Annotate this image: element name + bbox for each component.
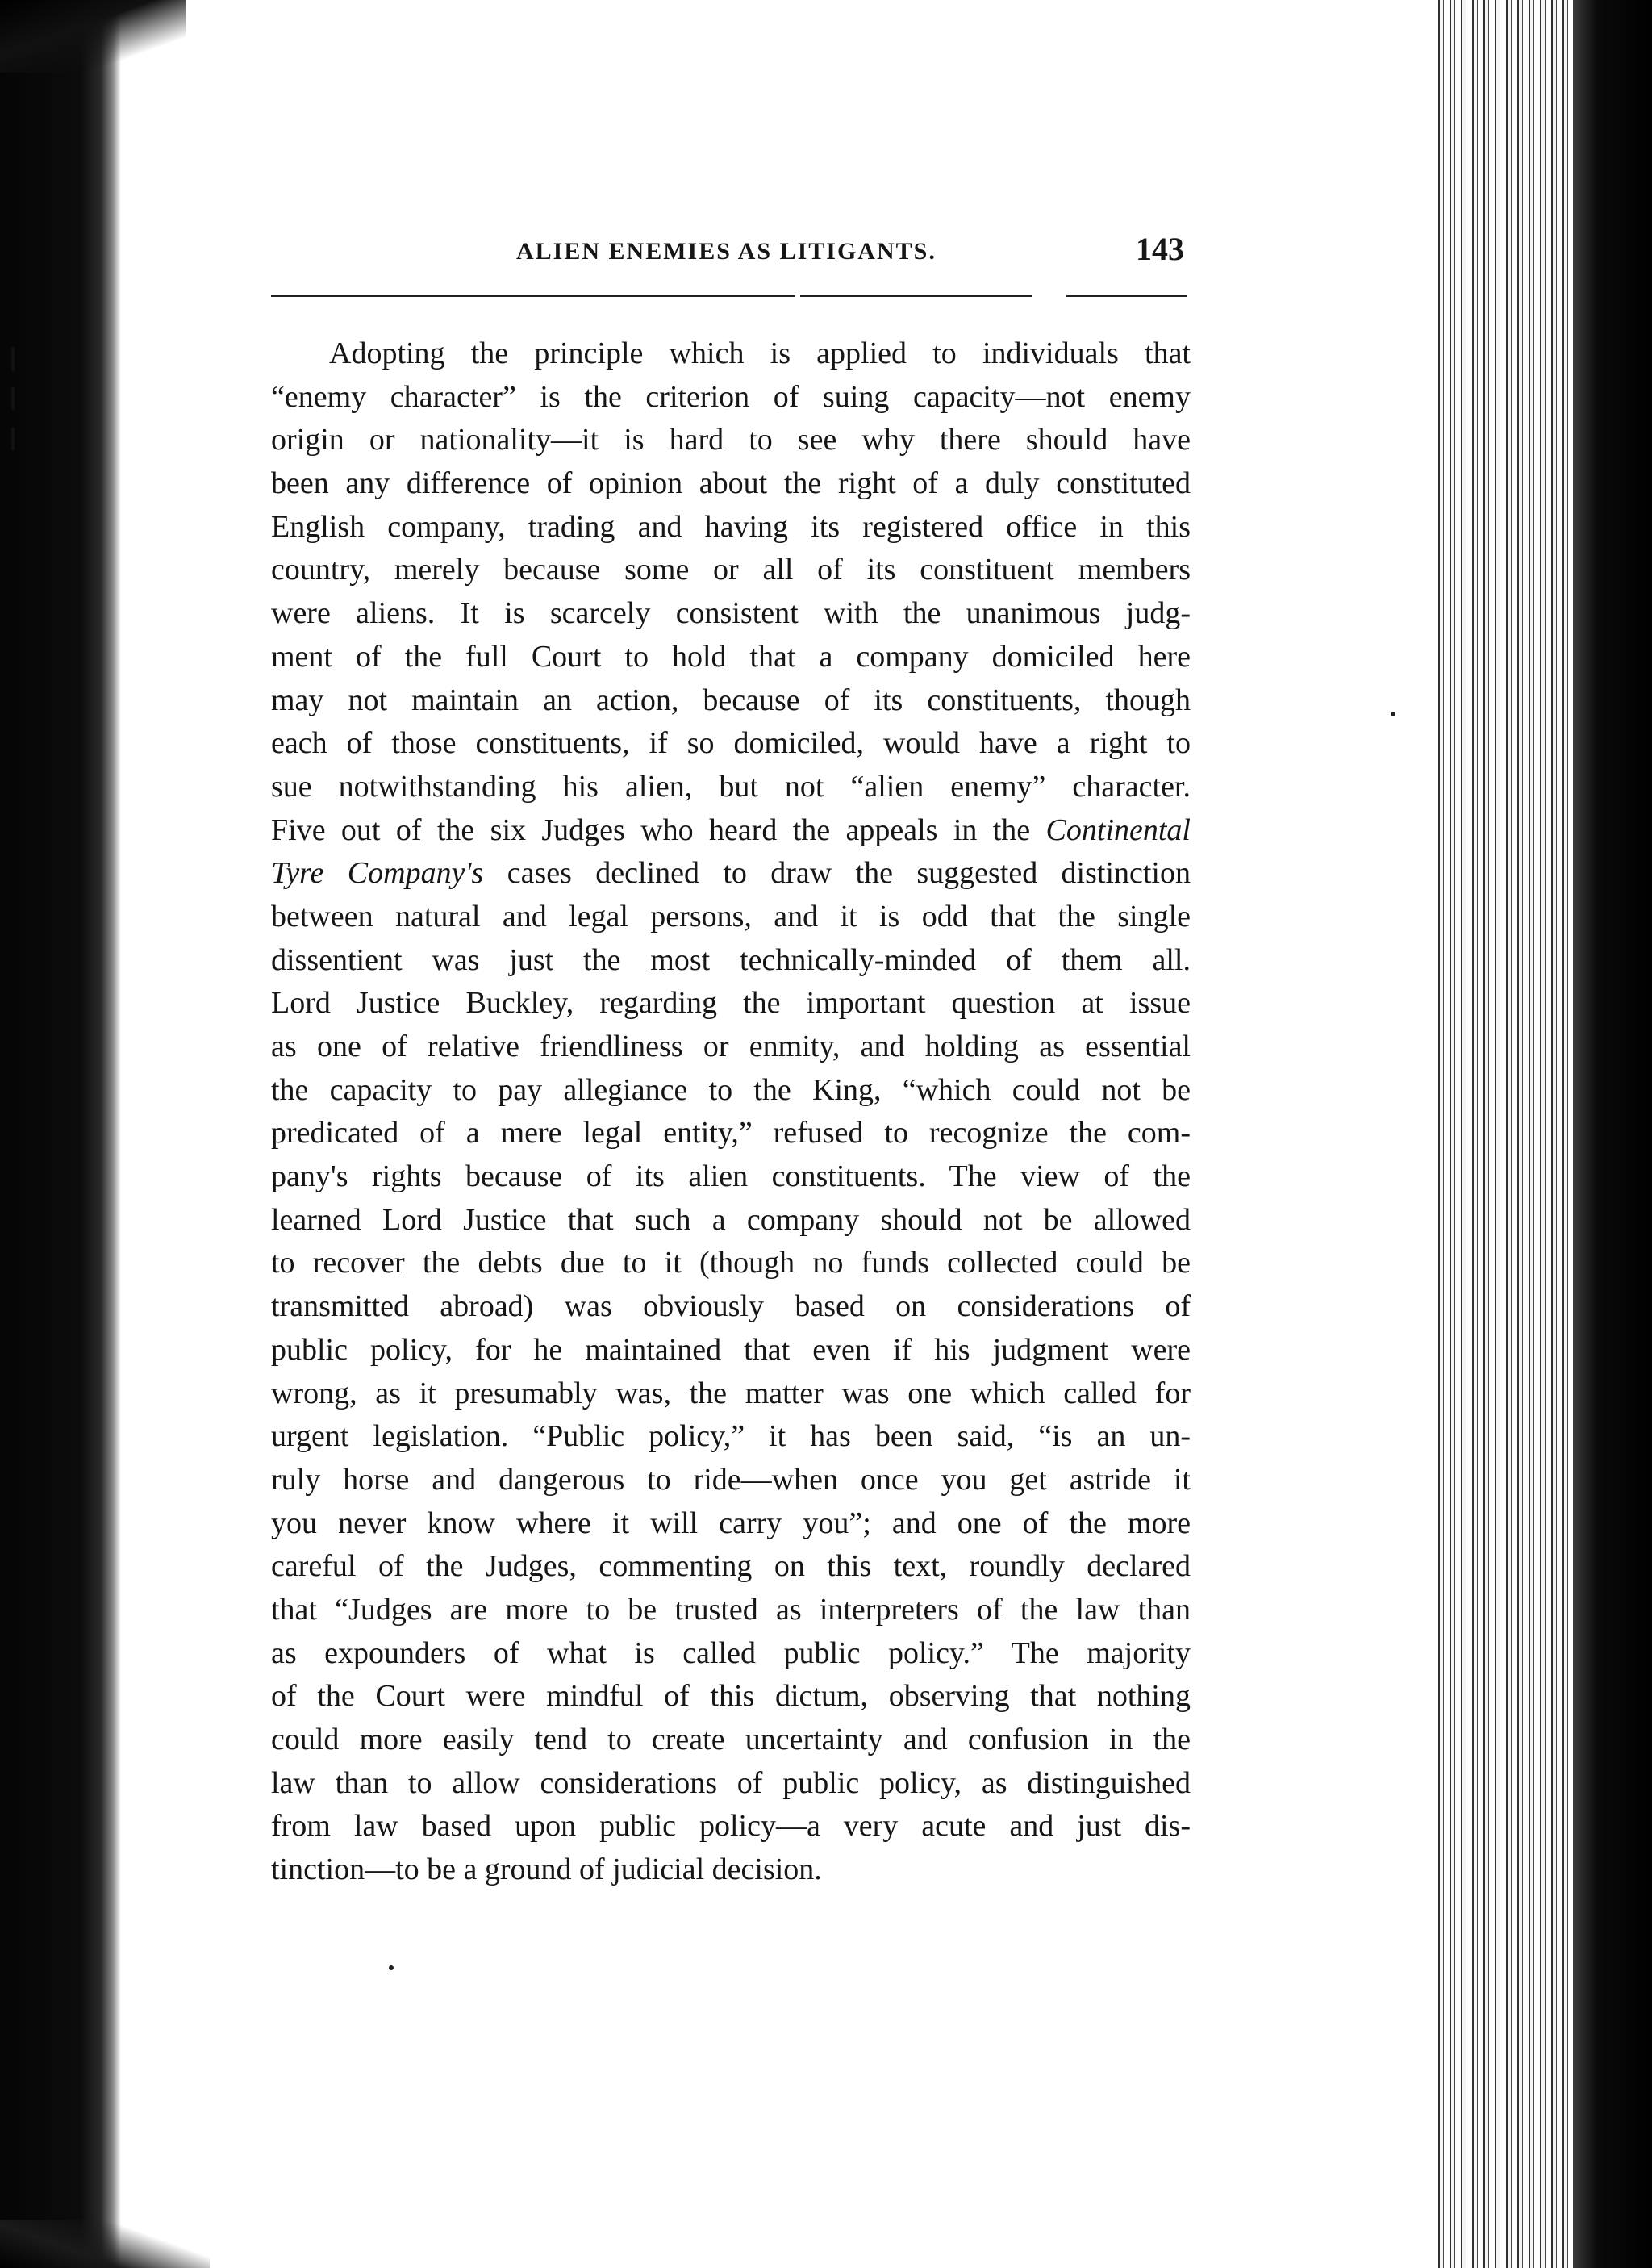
text-line: Five out of the six Judges who heard the appeals in the Continental [271, 812, 1191, 847]
text-line: ruly horse and dangerous to ride—when once you get astride it [271, 1462, 1191, 1497]
text-line: ment of the full Court to hold that a company domiciled here [271, 639, 1191, 674]
text-line: each of those constituents, if so domiciled, would have a right to [271, 726, 1191, 761]
margin-mark [11, 428, 15, 450]
text-line: you never know where it will carry you”; and one of the more [271, 1506, 1191, 1540]
text-line: Lord Justice Buckley, regarding the important question at issue [271, 986, 1191, 1021]
text-line: sue notwithstanding his alien, but not “alien enemy” character. [271, 769, 1191, 804]
right-scan-edge [1573, 0, 1652, 2268]
text-line: to recover the debts due to it (though no funds collected could be [271, 1246, 1191, 1280]
text-line: tinction—to be a ground of judicial decision. [271, 1852, 822, 1887]
text-line: were aliens. It is scarcely consistent with the unanimous judg- [271, 596, 1191, 631]
text-line: urgent legislation. “Public policy,” it has been said, “is an un- [271, 1419, 1191, 1454]
text-line: public policy, for he maintained that even if his judgment were [271, 1332, 1191, 1367]
text-line: wrong, as it presumably was, the matter was one which called for [271, 1376, 1191, 1410]
text-line: origin or nationality—it is hard to see why there should have [271, 423, 1191, 457]
text-line: as expounders of what is called public policy.” The majority [271, 1635, 1191, 1670]
text-line: as one of relative friendliness or enmity, and holding as essential [271, 1030, 1191, 1063]
text-line: could more easily tend to create uncertainty and confusion in the [271, 1723, 1191, 1756]
text-line: may not maintain an action, because of its constituents, though [271, 683, 1191, 717]
scan-speck [1391, 712, 1395, 716]
text-line: transmitted abroad) was obviously based on considerations of [271, 1289, 1191, 1324]
header-rule [271, 295, 795, 297]
header-rule [800, 295, 1032, 297]
margin-mark [11, 387, 15, 410]
left-scan-edge-bottom [0, 2220, 210, 2268]
italic-phrase: Tyre Company's [271, 856, 484, 891]
body-paragraph [271, 332, 1191, 1892]
header-rule [1066, 295, 1187, 297]
page-number: 143 [1136, 231, 1184, 267]
text-line: between natural and legal persons, and it is odd that the single [271, 899, 1191, 934]
text-line: predicated of a mere legal entity,” refused to recognize the com- [271, 1116, 1191, 1151]
text-line: of the Court were mindful of this dictum, observing that nothing [271, 1679, 1191, 1714]
scan-speck [389, 1965, 394, 1970]
italic-phrase: Continental [1045, 812, 1191, 847]
text-line: country, merely because some or all of its constituent members [271, 553, 1191, 587]
text-line: Tyre Company's cases declined to draw the suggested distinction [271, 856, 1191, 891]
text-line: “enemy character” is the criterion of suing capacity—not enemy [271, 379, 1191, 414]
text-line: learned Lord Justice that such a company should not be allowed [271, 1202, 1191, 1237]
left-scan-edge-top [0, 0, 186, 73]
text-line: law than to allow considerations of public policy, as distinguished [271, 1765, 1191, 1800]
text-line: dissentient was just the most technically-minded of them all. [271, 942, 1191, 977]
text-line: careful of the Judges, commenting on this text, roundly declared [271, 1549, 1191, 1584]
text-line: the capacity to pay allegiance to the King, “which could not be [271, 1072, 1191, 1107]
text-line: from law based upon public policy—a very acute and just dis- [271, 1809, 1191, 1844]
left-scan-edge [0, 0, 121, 2268]
text-line: that “Judges are more to be trusted as interpreters of the law than [271, 1592, 1191, 1627]
text-line: been any difference of opinion about the right of a duly constituted [271, 466, 1191, 501]
running-head: ALIEN ENEMIES AS LITIGANTS. [516, 238, 937, 265]
margin-mark [11, 347, 15, 371]
text-line: Adopting the principle which is applied to individuals that [329, 336, 1191, 370]
text-line: pany's rights because of its alien constituents. The view of the [271, 1159, 1191, 1194]
text-line: English company, trading and having its registered office in this [271, 509, 1191, 544]
